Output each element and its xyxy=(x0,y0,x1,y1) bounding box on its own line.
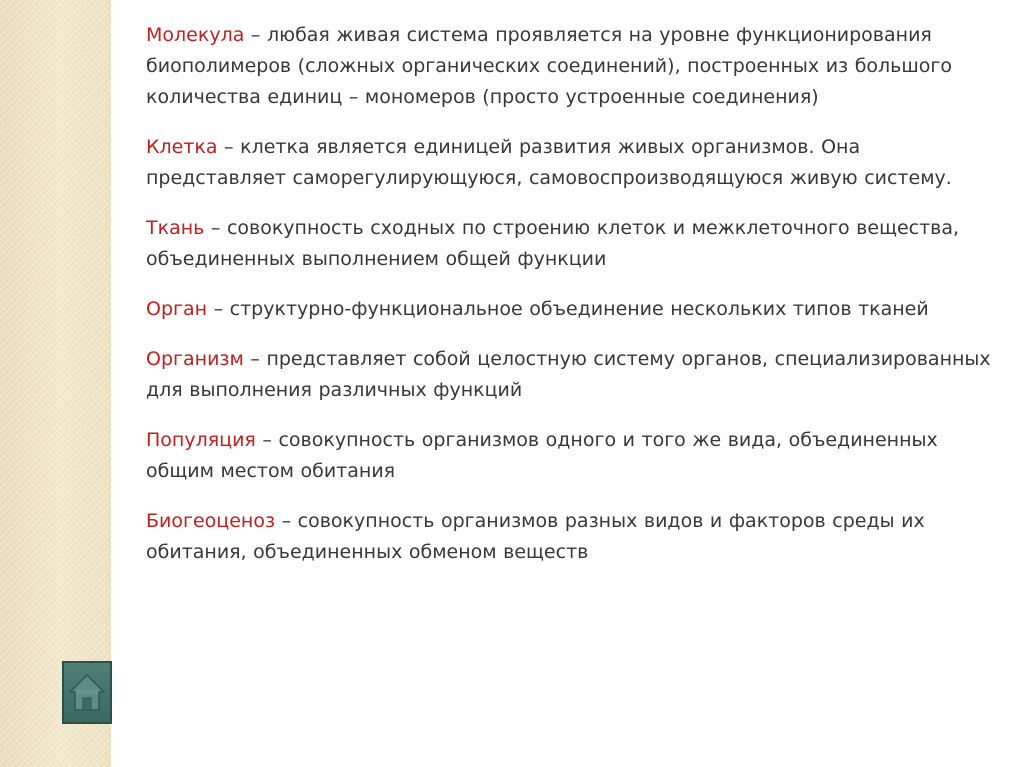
definition-cell xyxy=(146,132,1006,194)
definition-text: – совокупность сходных по строению клеток и межклеточного вещества, объединенных выполнением общей функции xyxy=(146,217,960,270)
definitions-list xyxy=(146,20,1006,587)
definition-population xyxy=(146,425,1006,487)
definition-tissue xyxy=(146,213,1006,275)
home-button[interactable] xyxy=(62,661,112,724)
definition-molecule xyxy=(146,20,1006,113)
term-label: Популяция xyxy=(146,429,256,451)
definition-organism xyxy=(146,344,1006,406)
term-label: Биогеоценоз xyxy=(146,510,276,532)
term-label: Молекула xyxy=(146,24,245,46)
definition-text: – структурно-функциональное объединение нескольких типов тканей xyxy=(207,298,929,320)
definition-text: – клетка является единицей развития живых организмов. Она представляет саморегулирующуюся, самовоспроизводящуюся живую систему. xyxy=(146,136,952,189)
definition-text: – совокупность организмов разных видов и факторов среды их обитания, объединенных обменом веществ xyxy=(146,510,925,563)
definition-text: – любая живая система проявляется на уровне функционирования биополимеров (сложных органических соединений), построенных из большого количества единиц – мономеров (просто устроенные соединения) xyxy=(146,24,953,108)
term-label: Клетка xyxy=(146,136,218,158)
term-label: Организм xyxy=(146,348,244,370)
home-icon xyxy=(68,672,106,714)
definition-organ xyxy=(146,294,1006,325)
term-label: Орган xyxy=(146,298,208,320)
definition-text: – представляет собой целостную систему органов, специализированных для выполнения различных функций xyxy=(146,348,991,401)
definition-text: – совокупность организмов одного и того же вида, объединенных общим местом обитания xyxy=(146,429,938,482)
definition-biogeocenosis xyxy=(146,506,1006,568)
term-label: Ткань xyxy=(146,217,205,239)
decorative-side-strip xyxy=(0,0,111,767)
